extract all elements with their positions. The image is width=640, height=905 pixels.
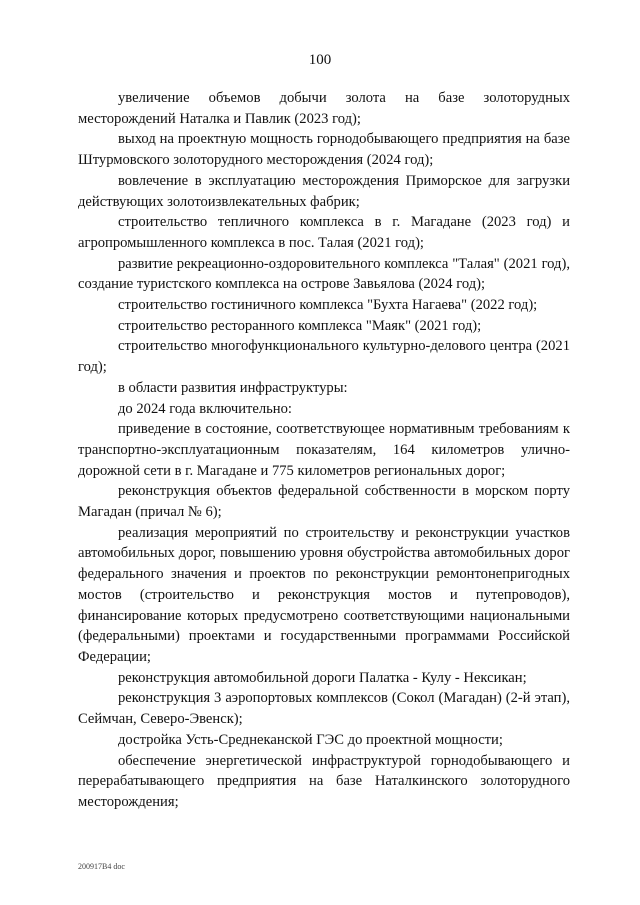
file-footer: 200917В4 doc bbox=[78, 862, 125, 871]
paragraph: реконструкция 3 аэропортовых комплексов (Сокол (Магадан) (2-й этап), Сеймчан, Северо-Эвенск); bbox=[78, 690, 570, 728]
paragraph: строительство тепличного комплекса в г. Магадане (2023 год) и агропромышленного комплекса в пос. Талая (2021 год); bbox=[78, 214, 570, 251]
paragraph: приведение в состояние, соответствующее нормативным требованиям к транспортно-эксплуатационным показателям, 164 километров улично-дорожной сети в г. Магадане и 775 километров региональных дорог; bbox=[78, 421, 570, 479]
paragraph: до 2024 года включительно: bbox=[118, 400, 292, 417]
paragraph: достройка Усть-Среднеканской ГЭС до проектной мощности; bbox=[118, 731, 503, 748]
paragraph: строительство многофункционального культурно-делового центра (2021 год); bbox=[78, 338, 570, 376]
paragraph: строительство гостиничного комплекса "Бухта Нагаева" (2022 год); bbox=[118, 297, 538, 314]
paragraph: реконструкция объектов федеральной собственности в морском порту Магадан (причал № 6); bbox=[78, 483, 570, 521]
paragraph: вовлечение в эксплуатацию месторождения Приморское для загрузки действующих золотоизвлекательных фабрик; bbox=[78, 172, 570, 210]
paragraph: выход на проектную мощность горнодобывающего предприятия на базе Штурмовского золоторудного месторождения (2024 год); bbox=[78, 131, 570, 169]
paragraph: реконструкция автомобильной дороги Палатка - Кулу - Нексикан; bbox=[118, 669, 527, 686]
paragraph: увеличение объемов добычи золота на базе золоторудных месторождений Наталка и Павлик (2023 год); bbox=[78, 90, 570, 127]
paragraph: строительство ресторанного комплекса "Маяк" (2021 год); bbox=[118, 317, 482, 334]
paragraph: обеспечение энергетической инфраструктурой горнодобывающего и перерабатывающего предприятия на базе Наталкинского золоторудного месторождения; bbox=[78, 752, 570, 810]
paragraph: в области развития инфраструктуры: bbox=[118, 379, 348, 396]
page-number: 100 bbox=[308, 52, 332, 68]
document-body bbox=[78, 88, 570, 813]
paragraph: реализация мероприятий по строительству и реконструкции участков автомобильных дорог, повышению уровня обустройства автомобильных дорог федерального значения и проектов по реконструкции ремонтонепригодных мостов (строительство и реконструкция мостов и путепроводов), финансирование которых предусмотрено соответствующими национальными (федеральными) проектами и государственными программами Российской Федерации; bbox=[78, 524, 570, 665]
paragraph: развитие рекреационно-оздоровительного комплекса "Талая" (2021 год), создание туристского комплекса на острове Завьялова (2024 год); bbox=[78, 255, 570, 293]
